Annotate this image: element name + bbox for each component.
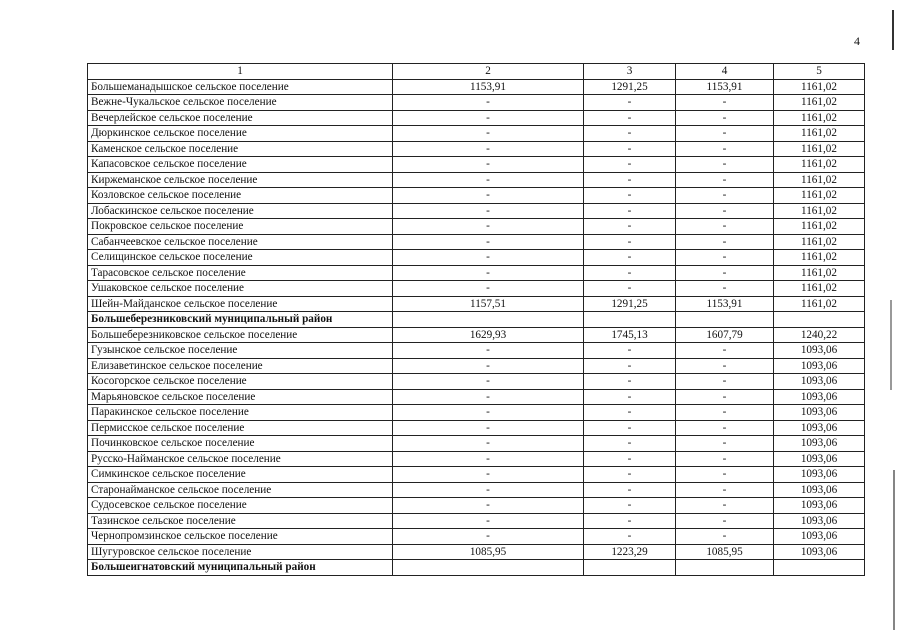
table-row	[88, 513, 865, 529]
value-col-2-cell: -	[393, 389, 584, 405]
district-row	[88, 312, 865, 328]
table-row	[88, 343, 865, 359]
table-row	[88, 265, 865, 281]
value-col-5-cell: 1161,02	[774, 188, 865, 204]
value-col-4-cell: -	[676, 529, 774, 545]
value-col-2-cell	[393, 312, 584, 328]
value-col-2-cell: -	[393, 95, 584, 111]
table-row	[88, 482, 865, 498]
table-row	[88, 141, 865, 157]
table-row	[88, 219, 865, 235]
value-col-3-cell: -	[584, 482, 676, 498]
value-col-3-cell: -	[584, 172, 676, 188]
value-col-2-cell: -	[393, 358, 584, 374]
value-col-4-cell: -	[676, 188, 774, 204]
settlement-name-cell: Русско-Найманское сельское поселение	[88, 451, 393, 467]
value-col-3-cell: -	[584, 219, 676, 235]
value-col-3-cell: -	[584, 141, 676, 157]
settlement-name-cell: Тазинское сельское поселение	[88, 513, 393, 529]
header-cell: 4	[676, 64, 774, 80]
value-col-4-cell: -	[676, 157, 774, 173]
value-col-5-cell: 1161,02	[774, 203, 865, 219]
settlement-name-cell: Сабанчеевское сельское поселение	[88, 234, 393, 250]
value-col-5-cell: 1161,02	[774, 172, 865, 188]
value-col-5-cell: 1161,02	[774, 126, 865, 142]
settlement-name-cell: Шейн-Майданское сельское поселение	[88, 296, 393, 312]
settlement-name-cell: Вечерлейское сельское поселение	[88, 110, 393, 126]
settlement-name-cell: Покровское сельское поселение	[88, 219, 393, 235]
value-col-2-cell	[393, 560, 584, 576]
table-row	[88, 327, 865, 343]
value-col-3-cell: -	[584, 358, 676, 374]
value-col-3-cell	[584, 560, 676, 576]
value-col-3-cell: -	[584, 529, 676, 545]
value-col-4-cell: -	[676, 234, 774, 250]
table-row	[88, 296, 865, 312]
value-col-3-cell: 1223,29	[584, 544, 676, 560]
value-col-3-cell: -	[584, 420, 676, 436]
value-col-3-cell: -	[584, 265, 676, 281]
value-col-2-cell: -	[393, 234, 584, 250]
value-col-5-cell: 1161,02	[774, 281, 865, 297]
settlement-name-cell: Паракинское сельское поселение	[88, 405, 393, 421]
settlement-name-cell: Марьяновское сельское поселение	[88, 389, 393, 405]
settlement-name-cell: Починковское сельское поселение	[88, 436, 393, 452]
header-cell: 2	[393, 64, 584, 80]
value-col-2-cell: 1629,93	[393, 327, 584, 343]
value-col-3-cell: 1291,25	[584, 296, 676, 312]
settlement-name-cell: Большеберезниковское сельское поселение	[88, 327, 393, 343]
settlement-name-cell: Косогорское сельское поселение	[88, 374, 393, 390]
settlement-name-cell: Тарасовское сельское поселение	[88, 265, 393, 281]
value-col-4-cell: -	[676, 281, 774, 297]
table-row	[88, 250, 865, 266]
table-row	[88, 420, 865, 436]
value-col-4-cell: -	[676, 110, 774, 126]
value-col-4-cell: -	[676, 513, 774, 529]
value-col-4-cell: -	[676, 467, 774, 483]
value-col-3-cell: -	[584, 281, 676, 297]
value-col-4-cell: -	[676, 420, 774, 436]
value-col-4-cell: 1607,79	[676, 327, 774, 343]
table-row	[88, 95, 865, 111]
value-col-5-cell: 1093,06	[774, 420, 865, 436]
settlement-name-cell: Пермисское сельское поселение	[88, 420, 393, 436]
value-col-4-cell: -	[676, 203, 774, 219]
value-col-3-cell: 1745,13	[584, 327, 676, 343]
table-row	[88, 126, 865, 142]
value-col-5-cell: 1093,06	[774, 498, 865, 514]
value-col-5-cell: 1161,02	[774, 234, 865, 250]
table-row	[88, 79, 865, 95]
table-row	[88, 157, 865, 173]
value-col-2-cell: -	[393, 219, 584, 235]
value-col-4-cell: 1085,95	[676, 544, 774, 560]
value-col-5-cell: 1161,02	[774, 110, 865, 126]
value-col-4-cell: 1153,91	[676, 296, 774, 312]
scan-edge-mark	[892, 10, 894, 50]
value-col-3-cell: -	[584, 203, 676, 219]
value-col-5-cell: 1093,06	[774, 389, 865, 405]
value-col-4-cell: -	[676, 436, 774, 452]
header-cell: 5	[774, 64, 865, 80]
table-row	[88, 281, 865, 297]
value-col-4-cell: -	[676, 374, 774, 390]
value-col-3-cell: -	[584, 513, 676, 529]
value-col-2-cell: -	[393, 265, 584, 281]
value-col-3-cell: -	[584, 234, 676, 250]
value-col-5-cell: 1161,02	[774, 157, 865, 173]
table-row	[88, 405, 865, 421]
settlement-name-cell: Ушаковское сельское поселение	[88, 281, 393, 297]
value-col-3-cell: -	[584, 498, 676, 514]
value-col-5-cell: 1093,06	[774, 482, 865, 498]
value-col-2-cell: -	[393, 420, 584, 436]
table-row	[88, 544, 865, 560]
value-col-2-cell: 1157,51	[393, 296, 584, 312]
settlement-name-cell: Большеигнатовский муниципальный район	[88, 560, 393, 576]
table-row	[88, 529, 865, 545]
table-row	[88, 389, 865, 405]
value-col-3-cell: -	[584, 95, 676, 111]
value-col-5-cell: 1161,02	[774, 219, 865, 235]
value-col-5-cell: 1161,02	[774, 265, 865, 281]
settlement-name-cell: Судосевское сельское поселение	[88, 498, 393, 514]
table-row	[88, 498, 865, 514]
value-col-2-cell: -	[393, 157, 584, 173]
value-col-4-cell: -	[676, 172, 774, 188]
scan-edge-mark	[893, 470, 895, 630]
settlement-name-cell: Каменское сельское поселение	[88, 141, 393, 157]
value-col-5-cell: 1093,06	[774, 467, 865, 483]
value-col-4-cell: -	[676, 219, 774, 235]
table-row	[88, 358, 865, 374]
value-col-3-cell: -	[584, 374, 676, 390]
table-header-row	[88, 64, 865, 80]
value-col-3-cell: -	[584, 188, 676, 204]
value-col-2-cell: -	[393, 172, 584, 188]
value-col-5-cell: 1093,06	[774, 358, 865, 374]
value-col-4-cell: -	[676, 451, 774, 467]
value-col-5-cell: 1093,06	[774, 374, 865, 390]
value-col-2-cell: -	[393, 281, 584, 297]
scan-edge-mark	[890, 300, 892, 390]
value-col-4-cell: 1153,91	[676, 79, 774, 95]
value-col-5-cell	[774, 560, 865, 576]
value-col-2-cell: -	[393, 529, 584, 545]
settlement-name-cell: Козловское сельское поселение	[88, 188, 393, 204]
value-col-4-cell: -	[676, 265, 774, 281]
value-col-5-cell: 1161,02	[774, 95, 865, 111]
settlement-name-cell: Дюркинское сельское поселение	[88, 126, 393, 142]
table-row	[88, 374, 865, 390]
value-col-3-cell: -	[584, 250, 676, 266]
value-col-2-cell: -	[393, 498, 584, 514]
value-col-2-cell: -	[393, 343, 584, 359]
value-col-3-cell: -	[584, 389, 676, 405]
value-col-3-cell: -	[584, 126, 676, 142]
settlement-name-cell: Старонайманское сельское поселение	[88, 482, 393, 498]
table-row	[88, 172, 865, 188]
value-col-4-cell: -	[676, 95, 774, 111]
settlement-name-cell: Большеманадышское сельское поселение	[88, 79, 393, 95]
table-row	[88, 436, 865, 452]
value-col-5-cell: 1240,22	[774, 327, 865, 343]
table-row	[88, 467, 865, 483]
table-row	[88, 451, 865, 467]
value-col-4-cell	[676, 312, 774, 328]
value-col-5-cell: 1093,06	[774, 405, 865, 421]
settlement-name-cell: Вежне-Чукальское сельское поселение	[88, 95, 393, 111]
settlement-name-cell: Гузынское сельское поселение	[88, 343, 393, 359]
settlement-name-cell: Киржеманское сельское поселение	[88, 172, 393, 188]
value-col-5-cell: 1161,02	[774, 79, 865, 95]
settlement-name-cell: Большеберезниковский муниципальный район	[88, 312, 393, 328]
table-row	[88, 188, 865, 204]
value-col-3-cell: 1291,25	[584, 79, 676, 95]
value-col-2-cell: -	[393, 141, 584, 157]
value-col-2-cell: -	[393, 513, 584, 529]
value-col-5-cell: 1161,02	[774, 250, 865, 266]
value-col-3-cell: -	[584, 157, 676, 173]
value-col-2-cell: -	[393, 203, 584, 219]
value-col-5-cell: 1161,02	[774, 141, 865, 157]
settlement-name-cell: Чернопромзинское сельское поселение	[88, 529, 393, 545]
settlement-name-cell: Елизаветинское сельское поселение	[88, 358, 393, 374]
value-col-5-cell: 1093,06	[774, 343, 865, 359]
value-col-5-cell	[774, 312, 865, 328]
value-col-4-cell: -	[676, 126, 774, 142]
value-col-3-cell: -	[584, 343, 676, 359]
header-cell: 3	[584, 64, 676, 80]
district-row	[88, 560, 865, 576]
settlement-name-cell: Селищинское сельское поселение	[88, 250, 393, 266]
value-col-3-cell: -	[584, 467, 676, 483]
table-row	[88, 110, 865, 126]
tariff-table	[87, 63, 865, 576]
value-col-5-cell: 1161,02	[774, 296, 865, 312]
value-col-2-cell: -	[393, 250, 584, 266]
value-col-2-cell: -	[393, 451, 584, 467]
value-col-4-cell: -	[676, 405, 774, 421]
value-col-2-cell: -	[393, 110, 584, 126]
value-col-3-cell	[584, 312, 676, 328]
value-col-3-cell: -	[584, 436, 676, 452]
value-col-5-cell: 1093,06	[774, 436, 865, 452]
value-col-2-cell: -	[393, 188, 584, 204]
header-cell: 1	[88, 64, 393, 80]
value-col-2-cell: 1085,95	[393, 544, 584, 560]
value-col-4-cell: -	[676, 250, 774, 266]
value-col-2-cell: -	[393, 374, 584, 390]
value-col-3-cell: -	[584, 405, 676, 421]
value-col-3-cell: -	[584, 110, 676, 126]
value-col-5-cell: 1093,06	[774, 451, 865, 467]
value-col-4-cell: -	[676, 482, 774, 498]
value-col-5-cell: 1093,06	[774, 513, 865, 529]
value-col-4-cell: -	[676, 343, 774, 359]
value-col-2-cell: 1153,91	[393, 79, 584, 95]
settlement-name-cell: Лобаскинское сельское поселение	[88, 203, 393, 219]
value-col-5-cell: 1093,06	[774, 529, 865, 545]
table-row	[88, 203, 865, 219]
value-col-2-cell: -	[393, 126, 584, 142]
value-col-4-cell: -	[676, 389, 774, 405]
value-col-5-cell: 1093,06	[774, 544, 865, 560]
value-col-4-cell	[676, 560, 774, 576]
value-col-2-cell: -	[393, 467, 584, 483]
value-col-2-cell: -	[393, 482, 584, 498]
value-col-2-cell: -	[393, 436, 584, 452]
settlement-name-cell: Симкинское сельское поселение	[88, 467, 393, 483]
settlement-name-cell: Шугуровское сельское поселение	[88, 544, 393, 560]
value-col-4-cell: -	[676, 498, 774, 514]
table-row	[88, 234, 865, 250]
settlement-name-cell: Капасовское сельское поселение	[88, 157, 393, 173]
value-col-4-cell: -	[676, 141, 774, 157]
page-number: 4	[854, 34, 860, 48]
value-col-4-cell: -	[676, 358, 774, 374]
value-col-2-cell: -	[393, 405, 584, 421]
value-col-3-cell: -	[584, 451, 676, 467]
